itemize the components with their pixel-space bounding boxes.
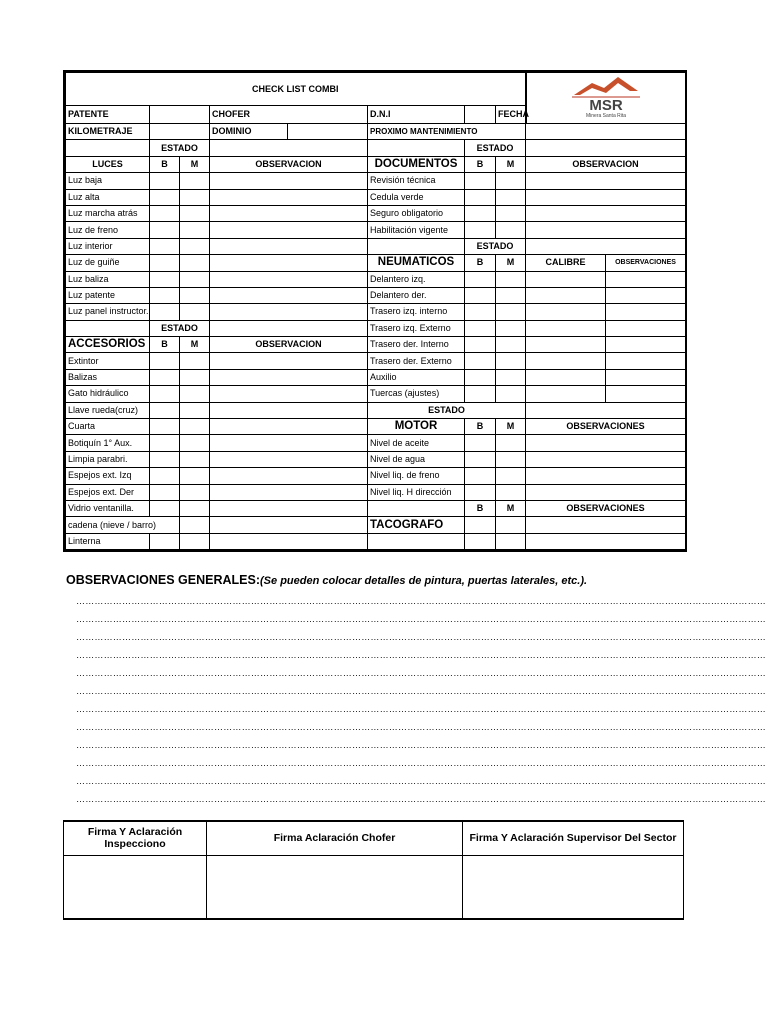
dominio-label: DOMINIO <box>210 124 288 140</box>
neumaticos-title: NEUMATICOS <box>368 255 465 271</box>
observation-line[interactable]: ……………………………………………………………………………………………………………………………………………………………………………………………………… <box>76 668 766 678</box>
neumaticos-item: Trasero izq. Externo <box>368 320 465 336</box>
mountain-logo-icon <box>570 73 642 119</box>
accesorios-item: Espejos ext. Der <box>66 484 150 500</box>
accesorios-item: Llave rueda(cruz) <box>66 402 150 418</box>
proximo-mantenimiento-label: PROXIMO MANTENIMIENTO <box>368 124 526 140</box>
firma-inspeccion-box[interactable] <box>64 855 207 919</box>
neumaticos-item: Tuercas (ajustes) <box>368 386 465 402</box>
observaciones-hint: (Se pueden colocar detalles de pintura, puertas laterales, etc.). <box>260 575 588 587</box>
accesorios-title: ACCESORIOS <box>66 337 150 353</box>
luces-item: Luz patente <box>66 287 150 303</box>
observaciones-title-text: OBSERVACIONES GENERALES: <box>66 573 261 587</box>
company-logo <box>526 73 686 124</box>
firma-chofer-box[interactable] <box>207 855 463 919</box>
accesorios-item: cadena (nieve / barro) <box>66 517 180 533</box>
documentos-item: Cedula verde <box>368 189 465 205</box>
chofer-label: CHOFER <box>210 106 368 124</box>
neumaticos-item: Trasero izq. interno <box>368 304 465 320</box>
checklist-table <box>65 72 686 550</box>
documentos-item: Habilitación vigente <box>368 222 465 238</box>
tacografo-observaciones-header: OBSERVACIONES <box>526 500 686 516</box>
accesorios-estado-header: ESTADO <box>150 320 210 336</box>
luces-item: Luz alta <box>66 189 150 205</box>
motor-estado-header: ESTADO <box>368 402 526 418</box>
luces-item: Luz de guiñe <box>66 255 150 271</box>
accesorios-item: Linterna <box>66 533 150 549</box>
motor-m-header: M <box>496 419 526 435</box>
neumaticos-estado-header: ESTADO <box>465 238 526 254</box>
tacografo-title: TACOGRAFO <box>368 517 465 533</box>
observation-line[interactable]: ……………………………………………………………………………………………………………………………………………………………………………………………………… <box>76 758 766 768</box>
firma-inspeccion-label: Firma Y Aclaración Inspecciono <box>64 821 207 855</box>
firma-supervisor-box[interactable] <box>463 855 684 919</box>
firma-supervisor-label: Firma Y Aclaración Supervisor Del Sector <box>463 821 684 855</box>
accesorios-item: Balizas <box>66 369 150 385</box>
observaciones-generales-title <box>66 573 587 587</box>
accesorios-item: Cuarta <box>66 419 150 435</box>
observation-line[interactable]: ……………………………………………………………………………………………………………………………………………………………………………………………………… <box>76 776 766 786</box>
kilometraje-field[interactable] <box>150 124 210 140</box>
documentos-item: Seguro obligatorio <box>368 205 465 221</box>
kilometraje-label: KILOMETRAJE <box>66 124 150 140</box>
neumaticos-item: Delantero der. <box>368 287 465 303</box>
motor-item: Nivel de aceite <box>368 435 465 451</box>
dni-field[interactable] <box>465 106 496 124</box>
neumaticos-item: Auxilio <box>368 369 465 385</box>
luces-b-header: B <box>150 156 180 172</box>
observation-line[interactable]: ……………………………………………………………………………………………………………………………………………………………………………………………………… <box>76 686 766 696</box>
observation-line[interactable]: ……………………………………………………………………………………………………………………………………………………………………………………………………… <box>76 596 766 606</box>
checklist-sheet <box>63 70 687 552</box>
tacografo-b-header: B <box>465 500 496 516</box>
patente-label: PATENTE <box>66 106 150 124</box>
observation-line[interactable]: ……………………………………………………………………………………………………………………………………………………………………………………………………… <box>76 794 766 804</box>
motor-b-header: B <box>465 419 496 435</box>
documentos-title: DOCUMENTOS <box>368 156 465 172</box>
luces-item: Luz interior <box>66 238 150 254</box>
motor-observaciones-header: OBSERVACIONES <box>526 419 686 435</box>
observation-line[interactable]: ……………………………………………………………………………………………………………………………………………………………………………………………………… <box>76 650 766 660</box>
documentos-item: Revisión técnica <box>368 173 465 189</box>
luces-m-header: M <box>180 156 210 172</box>
patente-field[interactable] <box>150 106 210 124</box>
motor-item: Nivel liq. H dirección <box>368 484 465 500</box>
neumaticos-item: Trasero der. Externo <box>368 353 465 369</box>
motor-title: MOTOR <box>368 419 465 435</box>
neumaticos-item: Delantero izq. <box>368 271 465 287</box>
accesorios-observacion-header: OBSERVACION <box>210 337 368 353</box>
luces-observacion-header: OBSERVACION <box>210 156 368 172</box>
documentos-observacion-header: OBSERVACION <box>526 156 686 172</box>
luces-title: LUCES <box>66 156 150 172</box>
neumaticos-m-header: M <box>496 255 526 271</box>
dominio-field[interactable] <box>288 124 368 140</box>
observation-line[interactable]: ……………………………………………………………………………………………………………………………………………………………………………………………………… <box>76 632 766 642</box>
neumaticos-b-header: B <box>465 255 496 271</box>
documentos-estado-header: ESTADO <box>465 140 526 156</box>
observation-line[interactable]: ……………………………………………………………………………………………………………………………………………………………………………………………………… <box>76 740 766 750</box>
documentos-m-header: M <box>496 156 526 172</box>
observation-line[interactable]: ……………………………………………………………………………………………………………………………………………………………………………………………………… <box>76 704 766 714</box>
accesorios-item: Extintor <box>66 353 150 369</box>
proximo-mantenimiento-field[interactable] <box>526 124 686 140</box>
firma-chofer-label: Firma Aclaración Chofer <box>207 821 463 855</box>
fecha-label: FECHA <box>496 106 526 124</box>
motor-item: Nivel liq. de freno <box>368 468 465 484</box>
accesorios-b-header: B <box>150 337 180 353</box>
accesorios-m-header: M <box>180 337 210 353</box>
luces-item: Luz baliza <box>66 271 150 287</box>
neumaticos-item: Trasero der. Interno <box>368 337 465 353</box>
accesorios-item: Gato hidráulico <box>66 386 150 402</box>
accesorios-item: Limpia parabri. <box>66 451 150 467</box>
tacografo-m-header: M <box>496 500 526 516</box>
signatures-table <box>63 820 684 920</box>
luces-item: Luz marcha atrás <box>66 205 150 221</box>
luces-estado-header: ESTADO <box>150 140 210 156</box>
neumaticos-observaciones-header: OBSERVACIONES <box>606 255 686 271</box>
logo-text: MSR <box>589 97 623 114</box>
observation-line[interactable]: ……………………………………………………………………………………………………………………………………………………………………………………………………… <box>76 614 766 624</box>
documentos-b-header: B <box>465 156 496 172</box>
accesorios-item: Botiquín 1° Aux. <box>66 435 150 451</box>
observation-line[interactable]: ……………………………………………………………………………………………………………………………………………………………………………………………………… <box>76 722 766 732</box>
neumaticos-calibre-header: CALIBRE <box>526 255 606 271</box>
dni-label: D.N.I <box>368 106 465 124</box>
motor-item: Nivel de agua <box>368 451 465 467</box>
accesorios-item: Espejos ext. Izq <box>66 468 150 484</box>
document-title: CHECK LIST COMBI <box>66 73 526 106</box>
accesorios-item: Vidrio ventanilla. <box>66 500 150 516</box>
luces-item: Luz panel instructor. <box>66 304 150 320</box>
luces-item: Luz de freno <box>66 222 150 238</box>
luces-item: Luz baja <box>66 173 150 189</box>
logo-subtext: Minera Santa Rita <box>585 113 626 119</box>
